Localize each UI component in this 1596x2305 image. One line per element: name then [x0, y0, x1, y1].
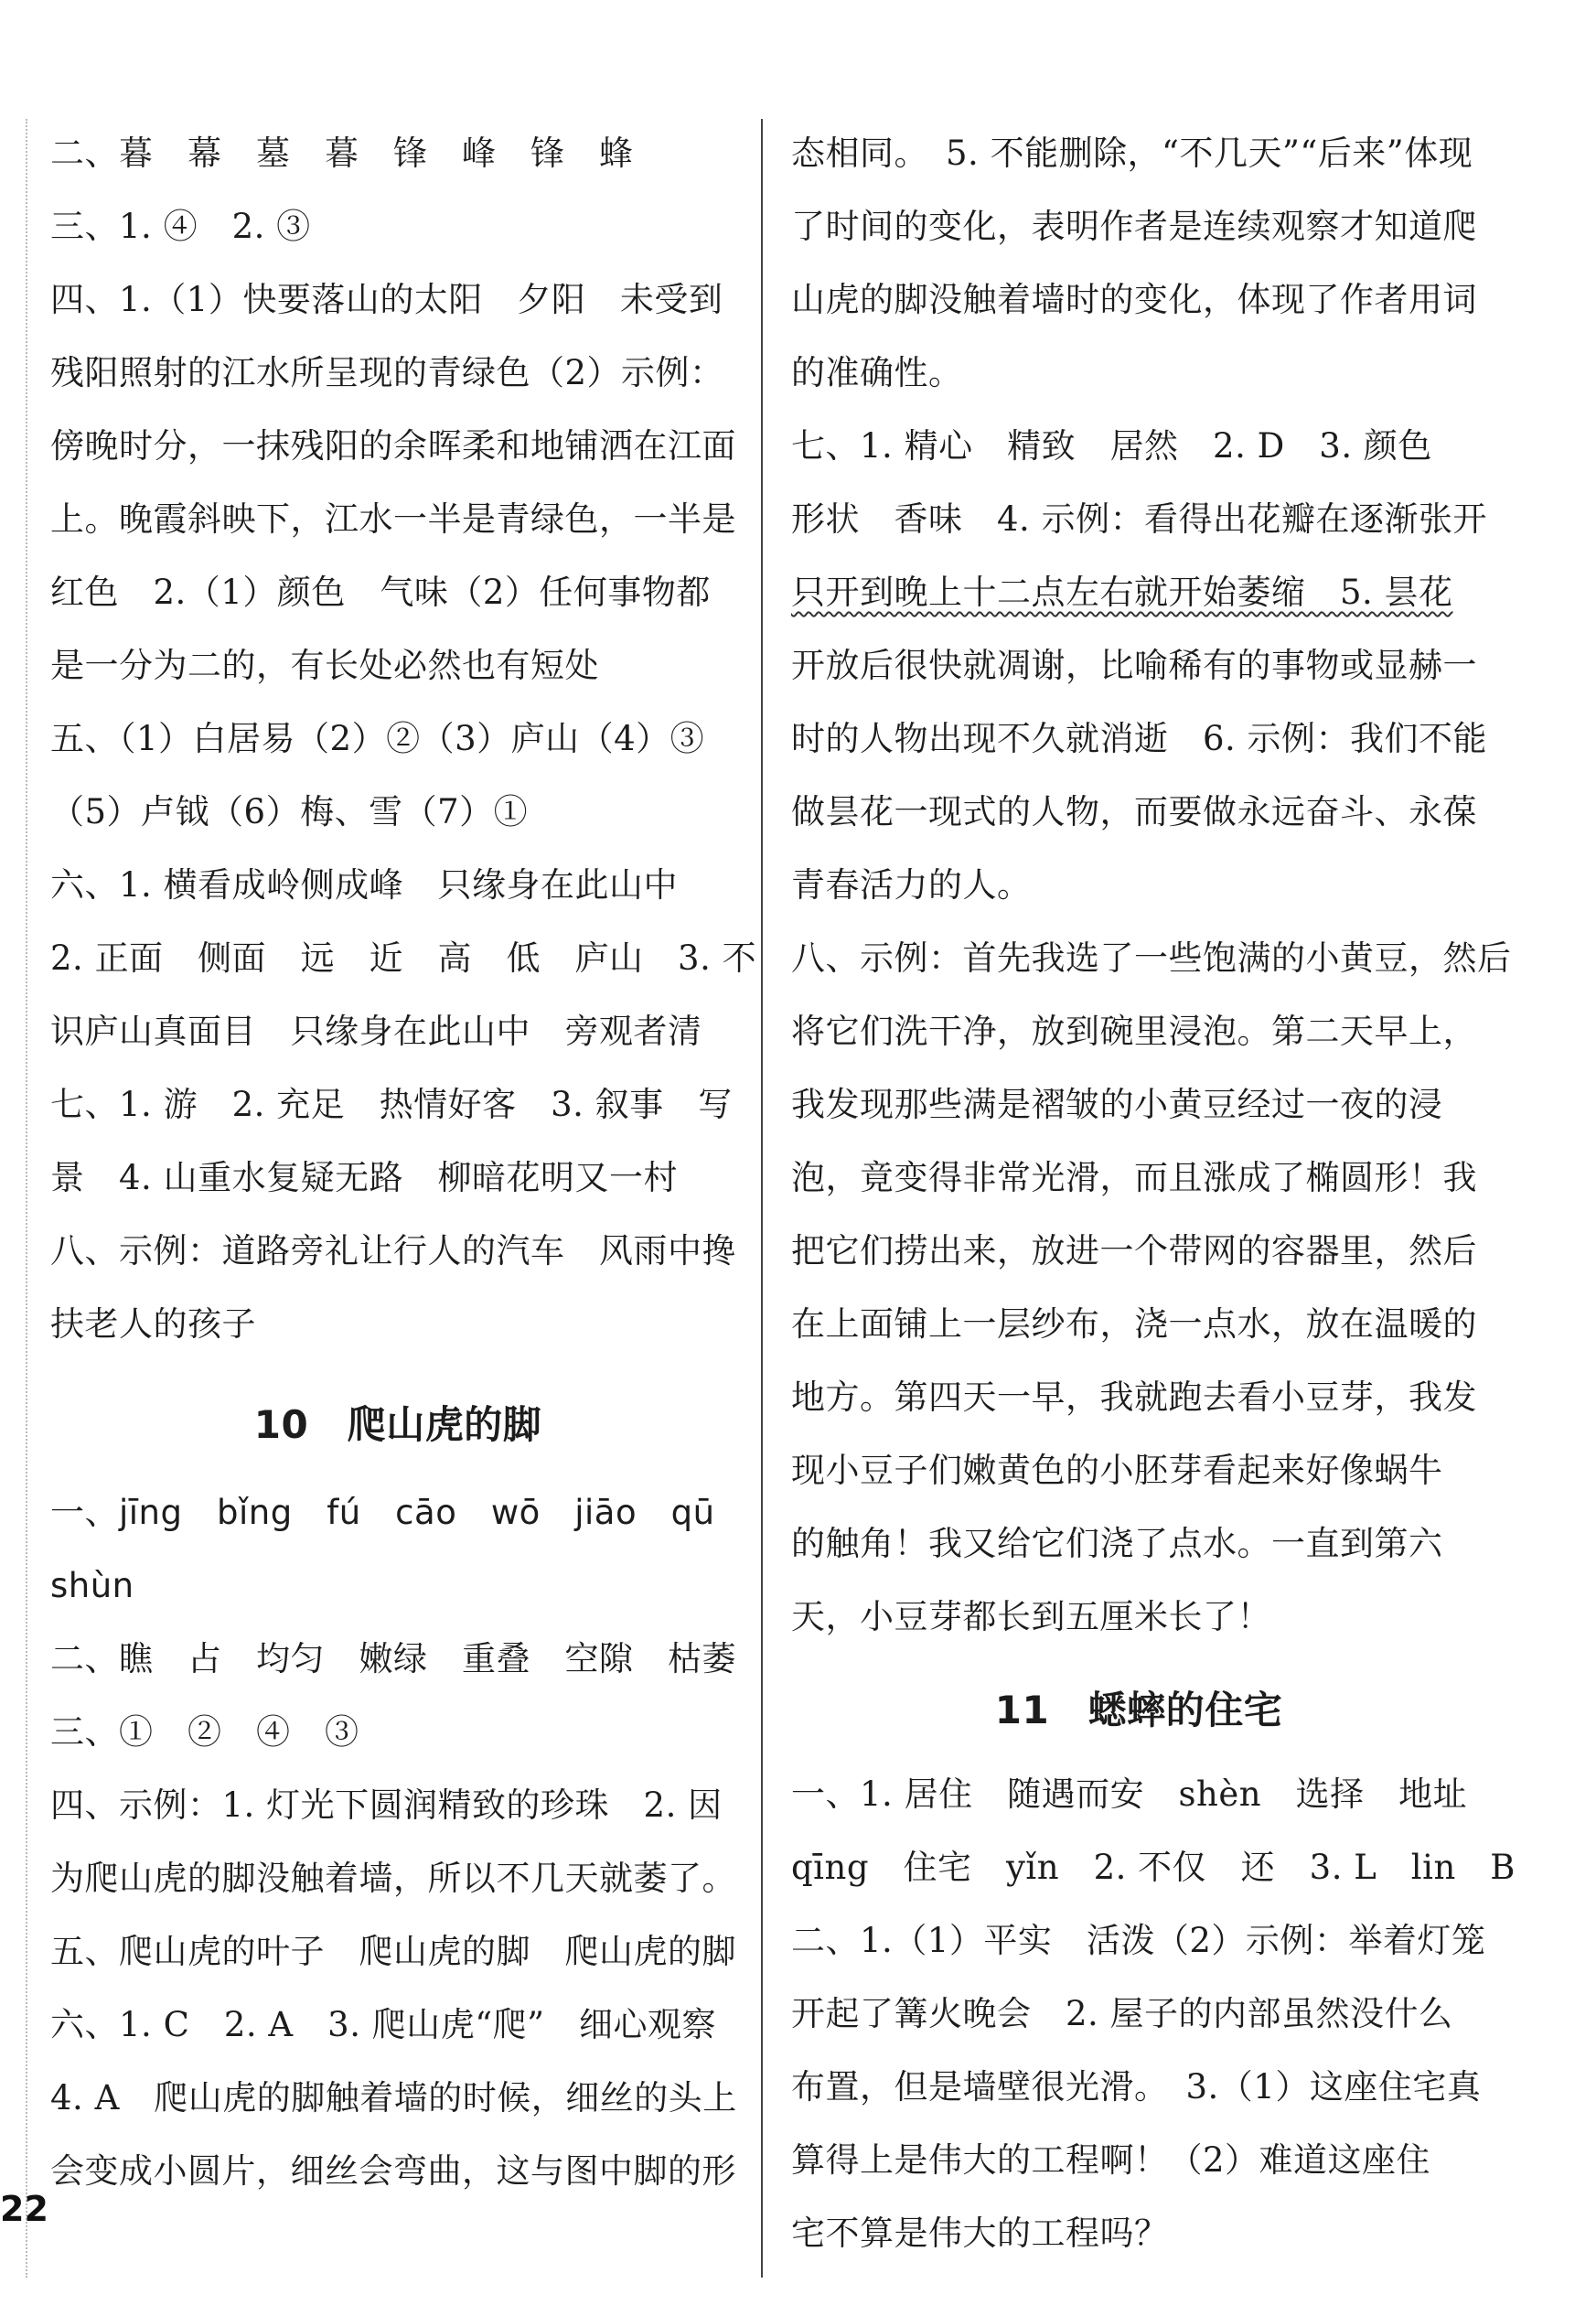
answer-line: 做昙花一现式的人物，而要做永远奋斗、永葆 — [791, 792, 1477, 831]
answer-line: 残阳照射的江水所呈现的青绿色（2）示例： — [50, 353, 724, 392]
answer-line: 三、① ② ④ ③ — [50, 1712, 359, 1752]
answer-line: 七、1. 精心 精致 居然 2. D 3. 颜色 — [791, 426, 1432, 466]
right-column — [791, 117, 1516, 2270]
answer-line: 八、示例：道路旁礼让行人的汽车 风雨中搀 — [50, 1231, 736, 1270]
answer-line: 四、1.（1）快要落山的太阳 夕阳 未受到 — [50, 280, 723, 319]
answer-line: 识庐山真面目 只缘身在此山中 旁观者清 — [50, 1012, 702, 1051]
answer-line: 泡，竟变得非常光滑，而且涨成了椭圆形！我 — [791, 1158, 1477, 1197]
answer-line: 五、（1）白居易（2）②（3）庐山（4）③ — [50, 719, 705, 758]
answer-line: 会变成小圆片，细丝会弯曲，这与图中脚的形 — [50, 2151, 736, 2191]
answer-line: 现小豆子们嫩黄色的小胚芽看起来好像蜗牛 — [791, 1451, 1443, 1490]
left-edge-divider — [26, 119, 27, 2278]
answer-line: shùn — [50, 1566, 134, 1605]
answer-line: （5）卢钺（6）梅、雪（7）① — [50, 792, 529, 831]
answer-line: 山虎的脚没触着墙时的变化，体现了作者用词 — [791, 280, 1477, 319]
answer-line: 开放后很快就凋谢，比喻稀有的事物或显赫一 — [791, 646, 1477, 685]
answer-line: 的准确性。 — [791, 353, 963, 392]
answer-line: 四、示例：1. 灯光下圆润精致的珍珠 2. 因 — [50, 1785, 723, 1825]
answer-line-underlined: 只开到晚上十二点左右就开始萎缩 5. 昙花 — [791, 573, 1453, 612]
answer-line: 我发现那些满是褶皱的小黄豆经过一夜的浸 — [791, 1085, 1443, 1124]
answer-line: 宅不算是伟大的工程吗？ — [791, 2214, 1169, 2253]
answer-line: 天，小豆芽都长到五厘米长了！ — [791, 1597, 1271, 1636]
answer-line: 傍晚时分，一抹残阳的余晖柔和地铺洒在江面 — [50, 426, 736, 466]
column-divider — [761, 119, 763, 2278]
answer-line: 红色 2.（1）颜色 气味（2）任何事物都 — [50, 573, 711, 612]
answer-line: 青春活力的人。 — [791, 865, 1032, 905]
section-title-10: 10 爬山虎的脚 — [253, 1402, 542, 1447]
answer-line: 态相同。 5. 不能删除，“不几天”“后来”体现 — [791, 134, 1473, 173]
answer-line: 景 4. 山重水复疑无路 柳暗花明又一村 — [50, 1158, 679, 1197]
answer-line: 二、1.（1）平实 活泼（2）示例：举着灯笼 — [791, 1921, 1486, 1960]
answer-line: 三、1. ④ 2. ③ — [50, 207, 311, 246]
answer-line: 是一分为二的，有长处必然也有短处 — [50, 646, 599, 685]
answer-line: 开起了篝火晚会 2. 屋子的内部虽然没什么 — [791, 1994, 1453, 2033]
answer-line: 形状 香味 4. 示例：看得出花瓣在逐渐张开 — [791, 499, 1488, 539]
answer-line: 算得上是伟大的工程啊！（2）难道这座住 — [791, 2140, 1431, 2180]
answer-line: 一、jīng bǐng fú cāo wō jiāo qū — [50, 1493, 715, 1532]
answer-line: 把它们捞出来，放进一个带网的容器里，然后 — [791, 1231, 1477, 1270]
answer-line: 的触角！我又给它们浇了点水。一直到第六 — [791, 1524, 1443, 1563]
section-title-11: 11 蟋蟀的住宅 — [994, 1688, 1283, 1732]
answer-line: 将它们洗干净，放到碗里浸泡。第二天早上， — [791, 1012, 1477, 1051]
answer-line: 一、1. 居住 随遇而安 shèn 选择 地址 — [791, 1774, 1468, 1814]
answer-line: 六、1. C 2. A 3. 爬山虎“爬” 细心观察 — [50, 2005, 717, 2044]
answer-line: 了时间的变化，表明作者是连续观察才知道爬 — [791, 207, 1477, 246]
answer-line: 4. A 爬山虎的脚触着墙的时候，细丝的头上 — [50, 2078, 737, 2117]
answer-line: qīng 住宅 yǐn 2. 不仅 还 3. L lin B — [791, 1848, 1516, 1887]
answer-line: 为爬山虎的脚没触着墙，所以不几天就萎了。 — [50, 1859, 736, 1898]
answer-line: 上。晚霞斜映下，江水一半是青绿色，一半是 — [50, 499, 736, 539]
answer-line: 五、爬山虎的叶子 爬山虎的脚 爬山虎的脚 — [50, 1932, 736, 1971]
answer-line: 扶老人的孩子 — [50, 1304, 256, 1344]
answer-line: 布置，但是墙壁很光滑。 3.（1）这座住宅真 — [791, 2067, 1482, 2107]
answer-line: 地方。第四天一早，我就跑去看小豆芽，我发 — [791, 1378, 1477, 1417]
answer-line: 2. 正面 侧面 远 近 高 低 庐山 3. 不 — [50, 938, 757, 978]
answer-line: 六、1. 横看成岭侧成峰 只缘身在此山中 — [50, 865, 679, 905]
answer-line: 七、1. 游 2. 充足 热情好客 3. 叙事 写 — [50, 1085, 733, 1124]
page-number: 22 — [0, 2189, 48, 2229]
answer-line: 二、瞧 占 均匀 嫩绿 重叠 空隙 枯萎 — [50, 1639, 736, 1678]
left-column — [50, 117, 757, 2208]
answer-line: 时的人物出现不久就消逝 6. 示例：我们不能 — [791, 719, 1488, 758]
answer-line: 八、示例：首先我选了一些饱满的小黄豆，然后 — [791, 938, 1512, 978]
answer-line: 在上面铺上一层纱布，浇一点水，放在温暖的 — [791, 1304, 1477, 1344]
answer-line: 二、暮 幕 墓 暮 锋 峰 锋 蜂 — [50, 134, 634, 173]
